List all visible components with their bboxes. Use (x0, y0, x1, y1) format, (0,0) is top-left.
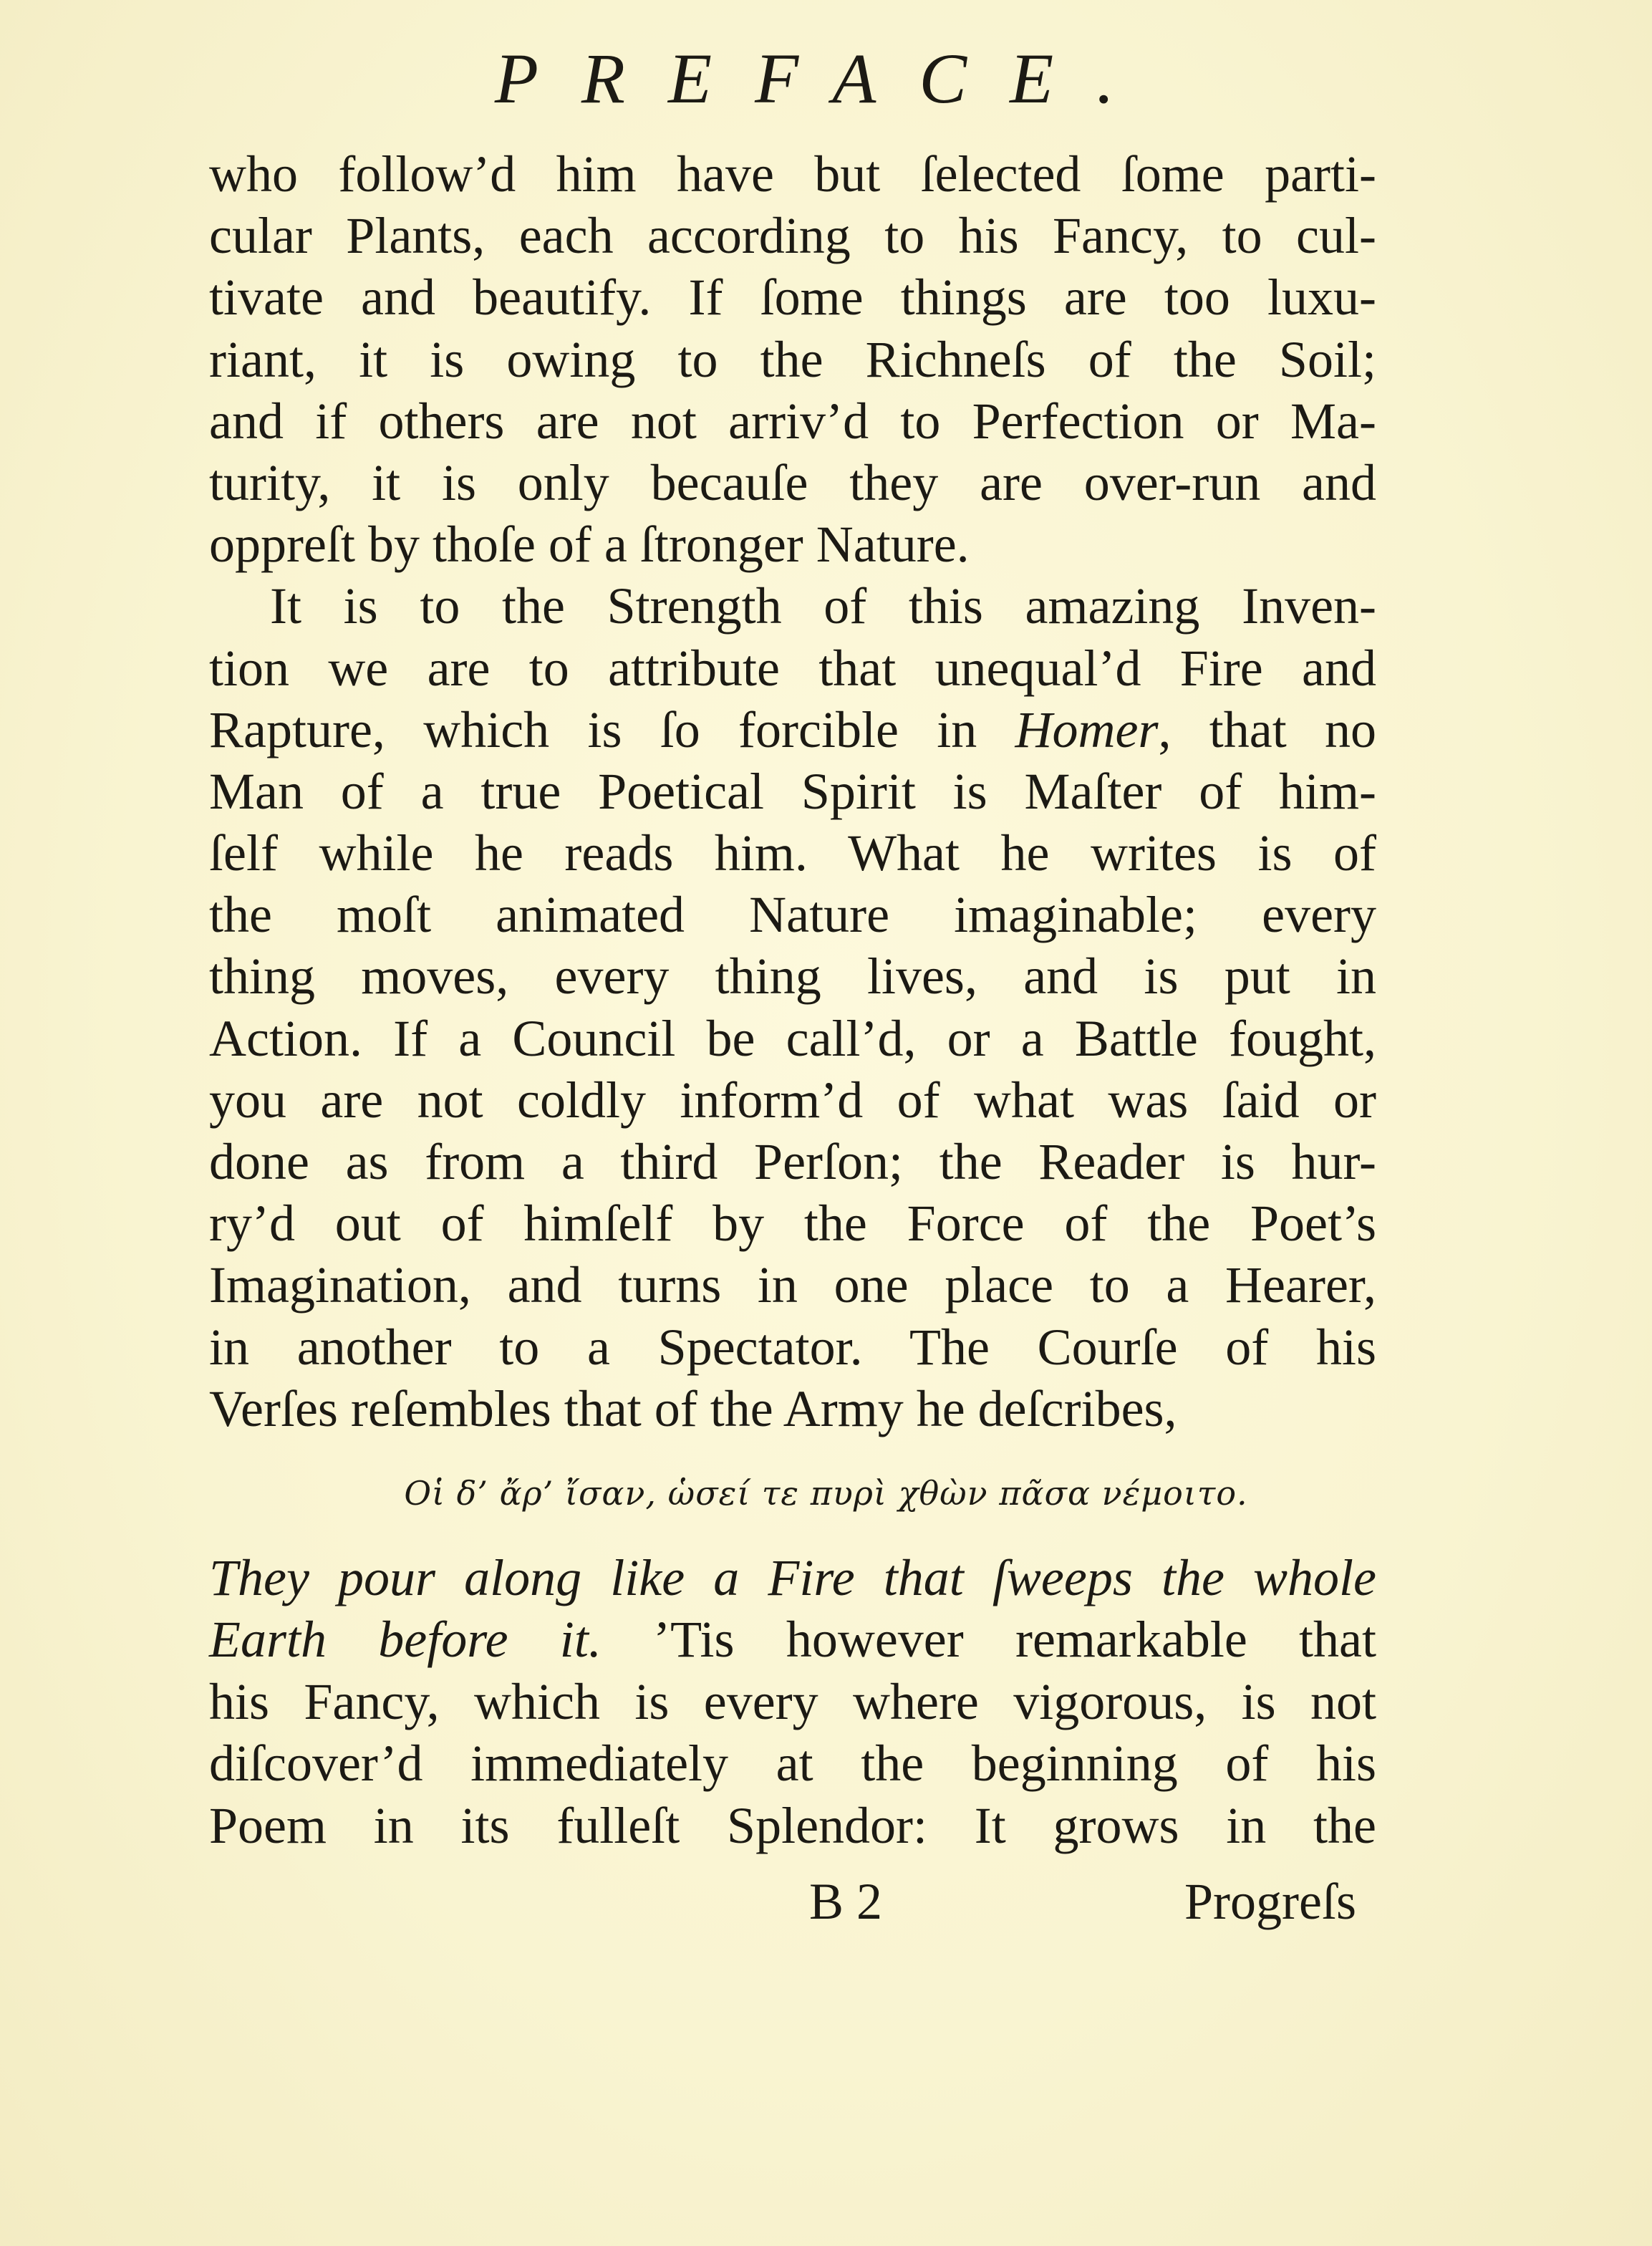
text-line: cular Plants, each according to his Fancy, to cul- (209, 207, 1376, 265)
text-line: who follow’d him have but ſelected ſome parti- (209, 145, 1376, 203)
text-line: you are not coldly inform’d of what was ſaid or (209, 1071, 1376, 1129)
text-line: Poem in its fulleſt Splendor: It grows in the (209, 1796, 1376, 1854)
text-line: Man of a true Poetical Spirit is Maſter of him- (209, 762, 1376, 820)
italic-name-homer: Homer (1015, 700, 1159, 758)
page-footer (0, 1869, 1652, 1934)
text-line-with-italic (209, 1609, 1376, 1670)
text-line: thing moves, every thing lives, and is put in (209, 948, 1376, 1006)
text-line-with-italic (209, 699, 1376, 761)
greek-quotation: Οἱ δ’ ἄρ’ ἴσαν, ὡσεί τε πυρὶ χθὼν πᾶσα νέμοιτο. (404, 1474, 1248, 1513)
text-line: oppreſt by thoſe of a ſtronger Nature. (209, 516, 970, 574)
text-line: turity, it is only becauſe they are over-run and (209, 453, 1376, 511)
text-line: ry’d out of himſelf by the Force of the Poet’s (209, 1195, 1376, 1253)
text-line: Verſes reſembles that of the Army he deſcribes, (209, 1379, 1177, 1437)
paragraph-start-line: It is to the Strength of this amazing Inven- (270, 577, 1376, 635)
text-line: the moſt animated Nature imaginable; every (209, 886, 1376, 944)
text-line: riant, it is owing to the Richneſs of the Soil; (209, 330, 1376, 388)
text-line: in another to a Spectator. The Courſe of his (209, 1318, 1376, 1376)
text-line: his Fancy, which is every where vigorous, is not (209, 1672, 1376, 1730)
main-paragraphs (209, 143, 1376, 1440)
text-line: Action. If a Council be call’d, or a Battle fought, (209, 1009, 1376, 1067)
text-line: and if others are not arriv’d to Perfection or Ma- (209, 392, 1376, 450)
text-line: tivate and beautify. If ſome things are too luxu- (209, 269, 1376, 327)
translation-end: Earth before it. (209, 1611, 602, 1669)
text-line: Imagination, and turns in one place to a Hearer, (209, 1256, 1376, 1314)
catchword: Progreſs (1184, 1873, 1356, 1930)
text-line: diſcover’d immediately at the beginning of his (209, 1735, 1376, 1793)
translation-line: They pour along like a Fire that ſweeps the whole (209, 1549, 1376, 1606)
text-segment: Rapture, which is ſo forcible in (209, 700, 977, 758)
continuation-paragraph (209, 1547, 1376, 1856)
text-line: done as from a third Perſon; the Reader is hur- (209, 1133, 1376, 1190)
text-segment: ’Tis however remarkable that (653, 1611, 1377, 1669)
text-segment: , that no (1158, 700, 1377, 758)
signature-mark: B 2 (809, 1873, 883, 1930)
text-line: tion we are to attribute that unequal’d Fire and (209, 639, 1376, 697)
text-line: ſelf while he reads him. What he writes is of (209, 824, 1376, 882)
running-head: PREFACE. (494, 39, 1158, 118)
